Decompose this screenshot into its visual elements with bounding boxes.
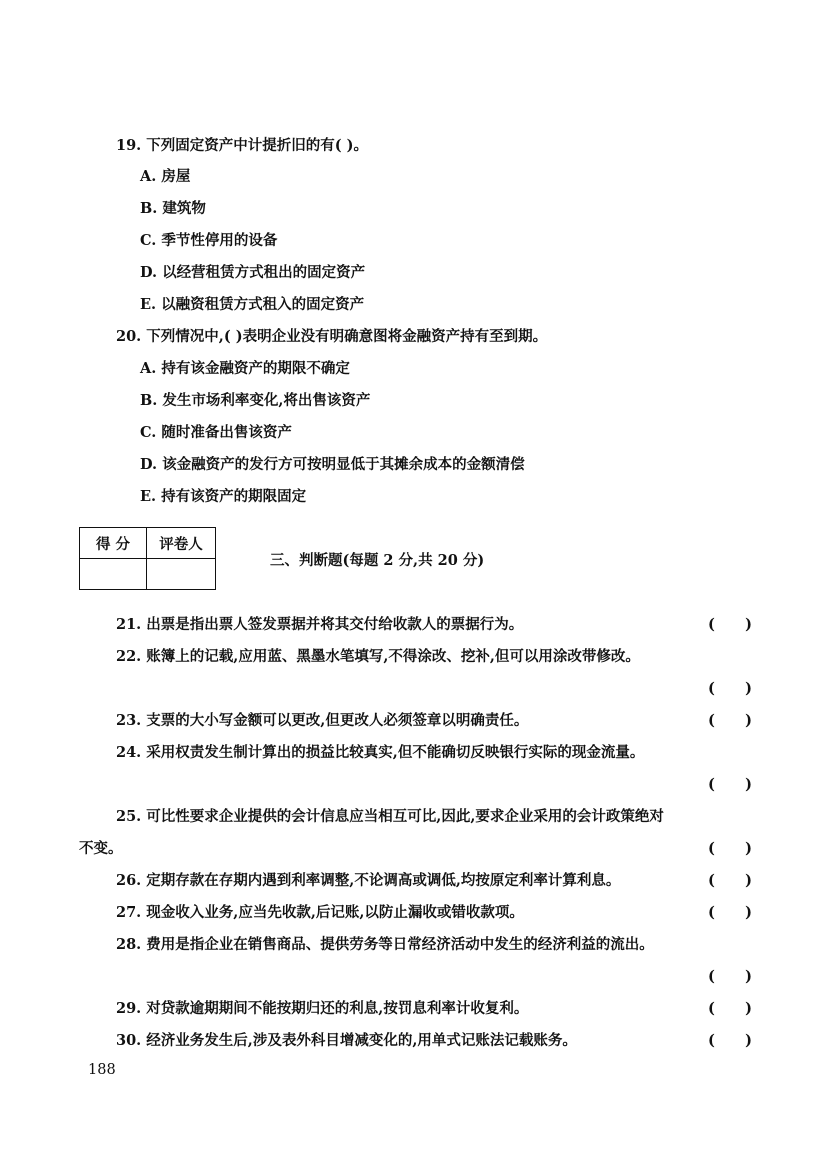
question-25-line-1: 25. 可比性要求企业提供的会计信息应当相互可比,因此,要求企业采用的会计政策绝对 — [116, 808, 664, 825]
question-23: 23. 支票的大小写金额可以更改,但更改人必须签章以明确责任。 — [116, 712, 529, 729]
question-30: 30. 经济业务发生后,涉及表外科目增减变化的,用单式记账法记载账务。 — [116, 1032, 577, 1049]
answer-blank-26[interactable]: ( ) — [708, 872, 753, 889]
answer-blank-29[interactable]: ( ) — [708, 1000, 753, 1017]
question-20-option-e: E. 持有该资产的期限固定 — [140, 488, 307, 505]
question-25-line-2: 不变。 — [79, 840, 123, 857]
section-3-title: 三、判断题(每题 2 分,共 20 分) — [270, 552, 485, 569]
answer-blank-23[interactable]: ( ) — [708, 712, 753, 729]
answer-blank-21[interactable]: ( ) — [708, 616, 753, 633]
question-20-option-d: D. 该金融资产的发行方可按明显低于其摊余成本的金额清偿 — [140, 456, 525, 473]
page-number: 188 — [88, 1062, 116, 1078]
question-19-stem: 19. 下列固定资产中计提折旧的有( )。 — [116, 137, 369, 154]
question-20-stem: 20. 下列情况中,( )表明企业没有明确意图将金融资产持有至到期。 — [116, 328, 548, 345]
question-19-option-c: C. 季节性停用的设备 — [140, 232, 278, 249]
question-20-option-b: B. 发生市场利率变化,将出售该资产 — [140, 392, 371, 409]
question-19-option-d: D. 以经营租赁方式租出的固定资产 — [140, 264, 366, 281]
answer-blank-28[interactable]: ( ) — [708, 968, 753, 985]
question-21: 21. 出票是指出票人签发票据并将其交付给收款人的票据行为。 — [116, 616, 524, 633]
answer-blank-25[interactable]: ( ) — [708, 840, 753, 857]
question-26: 26. 定期存款在存期内遇到利率调整,不论调高或调低,均按原定利率计算利息。 — [116, 872, 621, 889]
answer-blank-27[interactable]: ( ) — [708, 904, 753, 921]
question-19-option-e: E. 以融资租赁方式租入的固定资产 — [140, 296, 365, 313]
answer-blank-22[interactable]: ( ) — [708, 680, 753, 697]
question-22: 22. 账簿上的记载,应用蓝、黑墨水笔填写,不得涂改、挖补,但可以用涂改带修改。 — [116, 648, 640, 665]
grader-label: 评卷人 — [147, 528, 216, 559]
score-label: 得 分 — [80, 528, 147, 559]
answer-blank-24[interactable]: ( ) — [708, 776, 753, 793]
question-19-option-a: A. 房屋 — [140, 168, 191, 185]
question-28: 28. 费用是指企业在销售商品、提供劳务等日常经济活动中发生的经济利益的流出。 — [116, 936, 654, 953]
question-29: 29. 对贷款逾期期间不能按期归还的利息,按罚息利率计收复利。 — [116, 1000, 529, 1017]
question-27: 27. 现金收入业务,应当先收款,后记账,以防止漏收或错收款项。 — [116, 904, 524, 921]
grader-field[interactable] — [147, 559, 216, 590]
question-24: 24. 采用权责发生制计算出的损益比较真实,但不能确切反映银行实际的现金流量。 — [116, 744, 645, 761]
score-table — [79, 527, 216, 590]
score-field[interactable] — [80, 559, 147, 590]
answer-blank-30[interactable]: ( ) — [708, 1032, 753, 1049]
question-20-option-a: A. 持有该金融资产的期限不确定 — [140, 360, 350, 377]
question-19-option-b: B. 建筑物 — [140, 200, 206, 217]
question-20-option-c: C. 随时准备出售该资产 — [140, 424, 292, 441]
